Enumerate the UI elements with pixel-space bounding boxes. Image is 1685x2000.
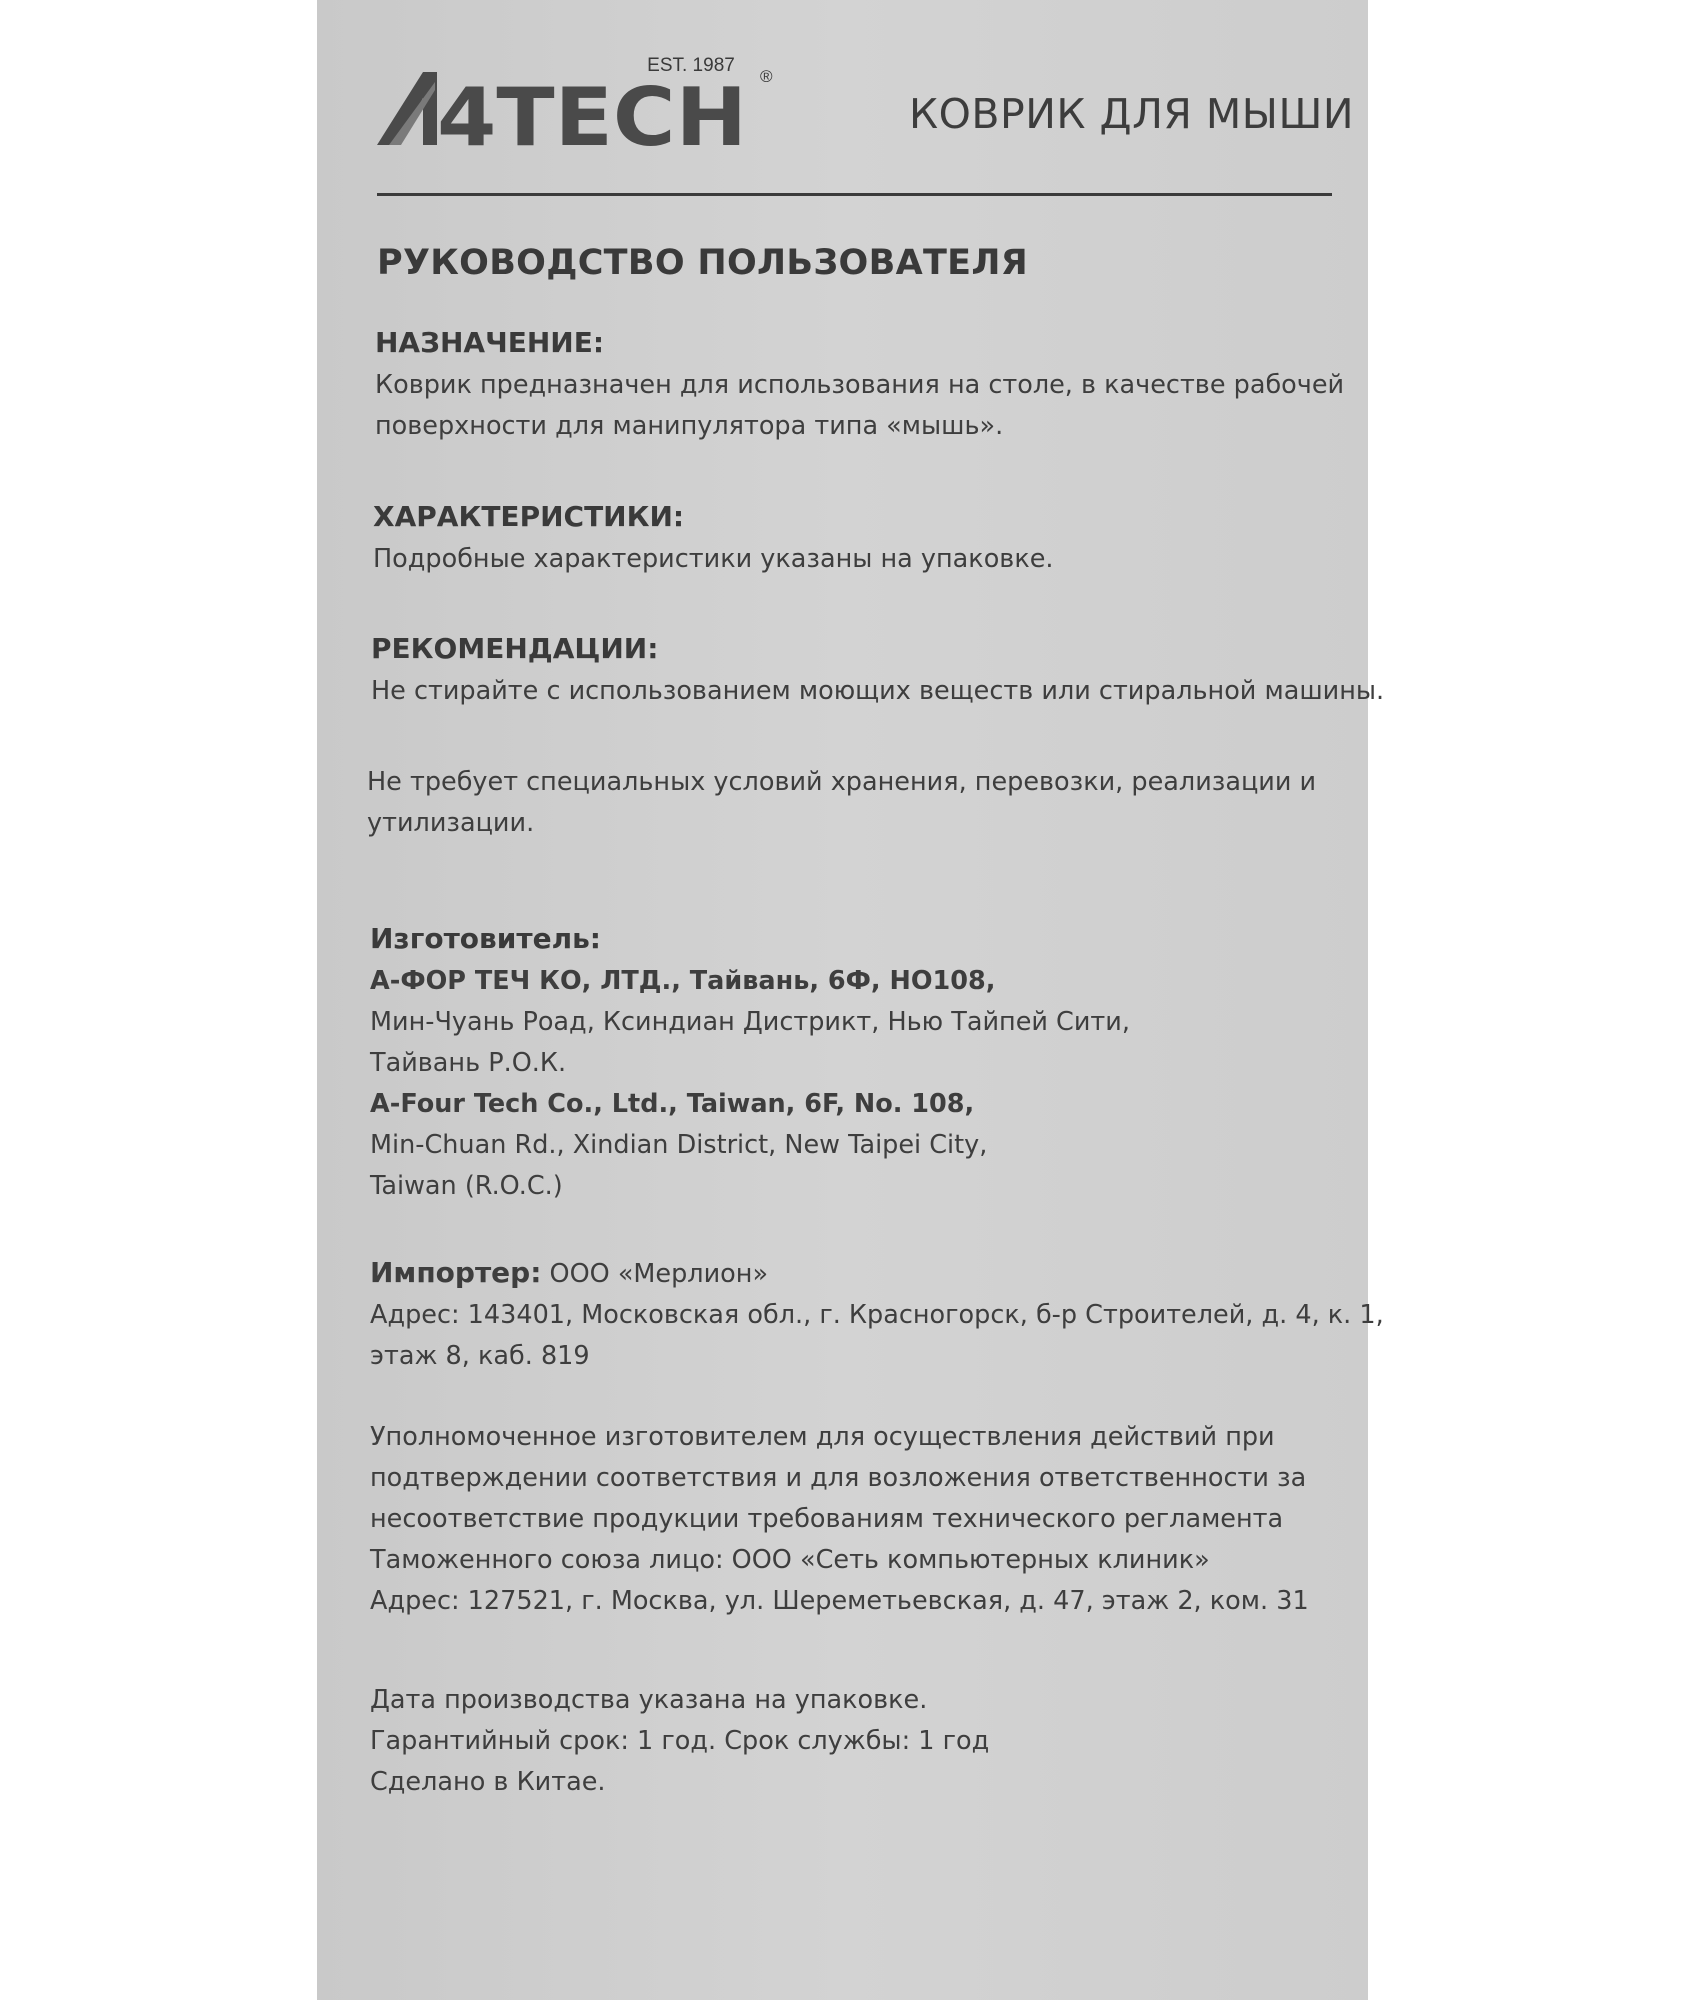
authorized-line: подтверждении соответствия и для возложения ответственности за (370, 1463, 1307, 1493)
manufacturer-line: Taiwan (R.O.C.) (370, 1171, 563, 1201)
section-importer (370, 1252, 1384, 1377)
a4tech-logo (375, 52, 775, 152)
section-purpose (375, 326, 1345, 447)
manufacturer-line: Тайвань Р.О.К. (370, 1048, 567, 1078)
importer-text (370, 1252, 1384, 1377)
footer-line: Сделано в Китае. (370, 1767, 606, 1797)
storage-text (367, 762, 1327, 844)
section-authorized (370, 1417, 1330, 1622)
authorized-line: Адрес: 127521, г. Москва, ул. Шереметьевская, д. 47, этаж 2, ком. 31 (370, 1586, 1309, 1616)
doc-title: КОВРИК ДЛЯ МЫШИ (909, 90, 1354, 138)
specs-text (373, 539, 1333, 580)
specs-line: Подробные характеристики указаны на упаковке. (373, 544, 1054, 574)
recommendations-line: Не стирайте с использованием моющих веществ или стиральной машины. (371, 676, 1385, 706)
section-storage (367, 762, 1327, 844)
logo-wordmark (377, 71, 747, 152)
purpose-heading: НАЗНАЧЕНИЕ: (375, 326, 605, 359)
manufacturer-line: Мин-Чуань Роад, Ксиндиан Дистрикт, Нью Тайпей Сити, (370, 1007, 1130, 1037)
section-footer (370, 1680, 1330, 1803)
manual-sheet (317, 0, 1385, 2000)
authorized-text (370, 1417, 1330, 1622)
importer-title-line (370, 1252, 1330, 1295)
manufacturer-line: А-ФОР ТЕЧ КО, ЛТД., Тайвань, 6Ф, НО108, (370, 966, 996, 996)
storage-line: Не требует специальных условий хранения, перевозки, реализации и (367, 767, 1317, 797)
footer-line: Дата производства указана на упаковке. (370, 1685, 928, 1715)
recommendations-heading: РЕКОМЕНДАЦИИ: (371, 632, 659, 665)
recommendations-text (371, 671, 1385, 712)
section-manufacturer (370, 922, 1330, 1207)
svg-text:4TECH: 4TECH (437, 71, 747, 152)
manufacturer-line: A-Four Tech Co., Ltd., Taiwan, 6F, No. 108, (370, 1089, 975, 1119)
header-divider (377, 193, 1332, 196)
authorized-line: Таможенного союза лицо: ООО «Сеть компьютерных клиник» (370, 1545, 1210, 1575)
section-specs (373, 500, 1333, 580)
manufacturer-heading: Изготовитель: (370, 922, 601, 955)
manufacturer-line: Min-Chuan Rd., Xindian District, New Taipei City, (370, 1130, 988, 1160)
purpose-line: Коврик предназначен для использования на столе, в качестве рабочей (375, 370, 1345, 400)
importer-label: Импортер: (370, 1256, 542, 1289)
logo-est: EST. 1987 (647, 55, 735, 76)
storage-line: утилизации. (367, 808, 535, 838)
authorized-line: Уполномоченное изготовителем для осуществления действий при (370, 1422, 1275, 1452)
logo-registered: ® (760, 67, 773, 86)
authorized-line: несоответствие продукции требованиям технического регламента (370, 1504, 1284, 1534)
specs-heading: ХАРАКТЕРИСТИКИ: (373, 500, 685, 533)
section-recommendations (371, 632, 1385, 712)
purpose-text (375, 365, 1345, 447)
importer-line: Адрес: 143401, Московская обл., г. Красногорск, б-р Строителей, д. 4, к. 1, (370, 1300, 1384, 1330)
manual-title: РУКОВОДСТВО ПОЛЬЗОВАТЕЛЯ (377, 243, 1028, 283)
footer-line: Гарантийный срок: 1 год. Срок службы: 1 год (370, 1726, 990, 1756)
footer-text (370, 1680, 1330, 1803)
purpose-line: поверхности для манипулятора типа «мышь». (375, 411, 1004, 441)
manufacturer-text (370, 961, 1330, 1207)
importer-line: этаж 8, каб. 819 (370, 1341, 590, 1371)
importer-name: ООО «Мерлион» (541, 1259, 769, 1289)
